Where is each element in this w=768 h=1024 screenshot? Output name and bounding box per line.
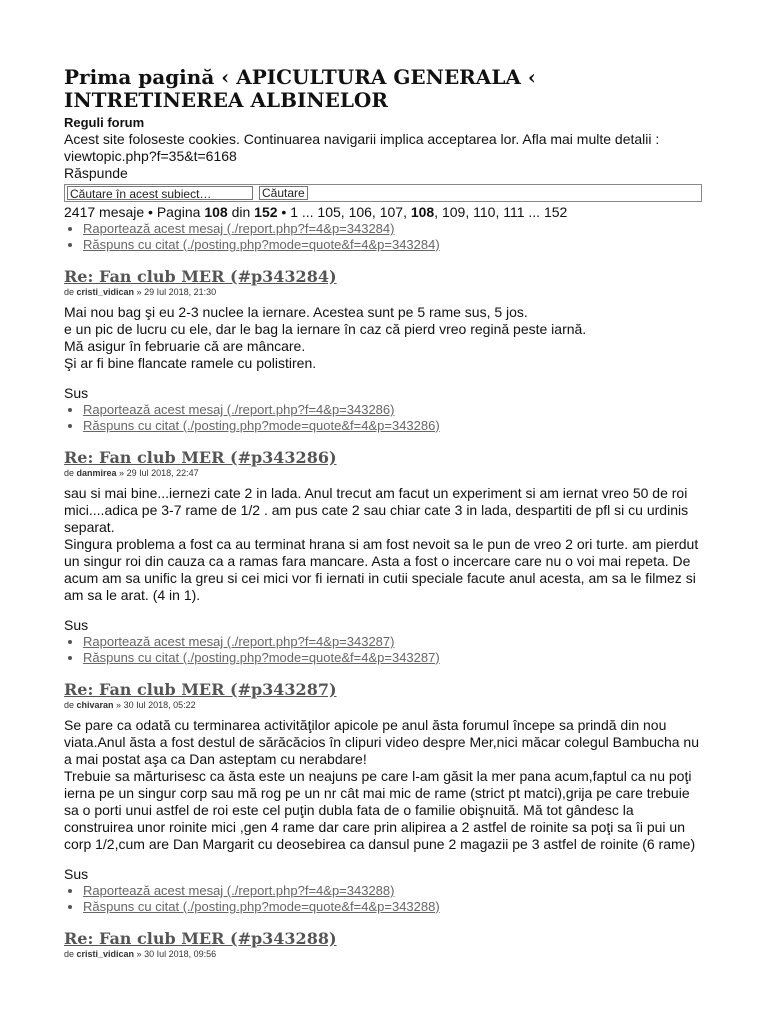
post: [64, 929, 704, 960]
meta-prefix: de: [64, 468, 77, 478]
report-link[interactable]: Raportează acest mesaj (./report.php?f=4&p=343288): [83, 883, 395, 898]
topic-link[interactable]: viewtopic.php?f=35&t=6168: [64, 148, 237, 164]
search-button[interactable]: Căutare: [259, 186, 308, 200]
post: [64, 448, 704, 666]
quote-link[interactable]: Răspuns cu citat (./posting.php?mode=quote&f=4&p=343284): [83, 237, 440, 252]
post-actions: [64, 883, 704, 915]
post-line: e un pic de lucru cu ele, dar le bag la iernare în caz că pierd vreo regină peste iarnă.: [64, 321, 587, 337]
post-date: 29 Iul 2018, 22:47: [126, 468, 199, 478]
post-date: 30 Iul 2018, 05:22: [123, 700, 196, 710]
post-content: [64, 717, 704, 853]
post-date: 29 Iul 2018, 21:30: [144, 287, 217, 297]
pagination-current-page: 108: [410, 204, 435, 220]
post-line: Mă asigur în februarie că are mâncare.: [64, 338, 306, 354]
list-item: [83, 650, 704, 666]
list-item: [83, 237, 704, 253]
search-form: [64, 184, 702, 202]
post-author[interactable]: danmirea: [76, 468, 117, 478]
meta-prefix: de: [64, 949, 77, 959]
reply-link[interactable]: Răspunde: [64, 165, 128, 181]
back-to-top-link[interactable]: Sus: [64, 617, 89, 633]
post-line: Mai nou bag şi eu 2-3 nuclee la iernare. Acestea sunt pe 5 rame sus, 5 jos.: [64, 304, 528, 320]
post-meta: [64, 467, 704, 479]
search-input[interactable]: Căutare în acest subiect…: [67, 186, 253, 200]
post-title-link[interactable]: Re: Fan club MER (#p343284): [64, 267, 337, 286]
post-content: [64, 485, 704, 604]
back-to-top-link[interactable]: Sus: [64, 385, 89, 401]
forum-rules-link[interactable]: Reguli forum: [64, 115, 145, 130]
meta-separator: »: [113, 700, 124, 710]
post-line: Singura problema a fost ca au terminat hrana si am fost nevoit sa le pun de vreo 2 ori turte. am pierdut un singur roi din cauza ca a ramas fara mancare. Asta a fost o incercare care nu o voi mai repeta. De acum am sa unific la greu si cei mici vor fi iernati in cutii speciale facute anul acesta, am sa le filmez si am sa le arat. (4 in 1).: [64, 536, 699, 603]
meta-separator: »: [134, 949, 145, 959]
post-title-link[interactable]: Re: Fan club MER (#p343286): [64, 448, 337, 467]
quote-link[interactable]: Răspuns cu citat (./posting.php?mode=quote&f=4&p=343286): [83, 418, 440, 433]
meta-prefix: de: [64, 287, 77, 297]
top-actions: [64, 221, 704, 253]
post-date: 30 Iul 2018, 09:56: [144, 949, 217, 959]
meta-prefix: de: [64, 700, 77, 710]
report-link[interactable]: Raportează acest mesaj (./report.php?f=4&p=343287): [83, 634, 395, 649]
pagination-mid: din: [227, 204, 255, 220]
post-actions: [64, 402, 704, 434]
post: [64, 267, 704, 434]
meta-separator: »: [134, 287, 145, 297]
post-list: [64, 267, 704, 960]
back-to-top-link[interactable]: Sus: [64, 866, 89, 882]
quote-link[interactable]: Răspuns cu citat (./posting.php?mode=quote&f=4&p=343288): [83, 899, 440, 914]
meta-separator: »: [116, 468, 127, 478]
post-title-link[interactable]: Re: Fan club MER (#p343287): [64, 680, 337, 699]
post-content: [64, 304, 704, 372]
post-line: Se pare ca odată cu terminarea activităţilor apicole pe anul ăsta forumul începe sa prindă din nou viata.Anul ăsta a fost destul de sărăcăcios în clipuri video despre Mer,nici măcar colegul Bambucha nu a mai postat aşa ca Dan asteptam cu nerabdare!: [64, 717, 700, 767]
pagination-total: 152: [254, 204, 278, 220]
quote-link[interactable]: Răspuns cu citat (./posting.php?mode=quote&f=4&p=343287): [83, 650, 440, 665]
post-title-link[interactable]: Re: Fan club MER (#p343288): [64, 929, 337, 948]
list-item: [83, 418, 704, 434]
list-item: [83, 883, 704, 899]
pagination-pages[interactable]: • 1 ... 105, 106, 107,: [277, 204, 411, 220]
post-meta: [64, 286, 704, 298]
post-actions: [64, 634, 704, 666]
post: [64, 680, 704, 915]
list-item: [83, 221, 704, 237]
post-author[interactable]: cristi_vidican: [76, 287, 135, 297]
pagination: [64, 204, 704, 221]
pagination-current: 108: [204, 204, 228, 220]
list-item: [83, 634, 704, 650]
post-line: Şi ar fi bine flancate ramele cu polistiren.: [64, 355, 317, 371]
post-line: Trebuie sa mărturisesc ca ăsta este un neajuns pe care l-am găsit la mer pana acum,faptul ca nu poţi ierna pe un singur corp sau mă rog pe un nr cât mai mic de rame (strict pt matci),grija pe care trebuie sa o porti unui astfel de roi este cel puţin dubla fata de o familie obişnuită. Mă tot gândesc la construirea unor roinite mici ,gen 4 rame dar care prin alipirea a 2 astfel de roinite sa poţi sa îi pui un corp 1/2,cum are Dan Margarit cu deosebirea ca dansul pune 2 magazii pe 3 astfel de roinite (6 rame): [64, 768, 696, 852]
list-item: [83, 899, 704, 915]
report-link[interactable]: Raportează acest mesaj (./report.php?f=4&p=343284): [83, 221, 395, 236]
post-line: sau si mai bine...iernezi cate 2 in lada. Anul trecut am facut un experiment si am iernat vreo 50 de roi mici....adica pe 3-7 rame de 1/2 . am pus cate 2 sau chiar cate 3 in lada, despartiti de pfl si cu urdinis separat.: [64, 485, 689, 535]
pagination-prefix: 2417 mesaje • Pagina: [64, 204, 205, 220]
page-title: Prima pagină ‹ APICULTURA GENERALA ‹ INTRETINEREA ALBINELOR: [64, 65, 536, 112]
post-author[interactable]: chivaran: [76, 700, 114, 710]
post-meta: [64, 699, 704, 711]
report-link[interactable]: Raportează acest mesaj (./report.php?f=4&p=343286): [83, 402, 395, 417]
list-item: [83, 402, 704, 418]
pagination-pages-tail[interactable]: , 109, 110, 111 ... 152: [434, 204, 568, 220]
post-author[interactable]: cristi_vidican: [76, 949, 135, 959]
cookie-notice: Acest site foloseste cookies. Continuarea navigarii implica acceptarea lor. Afla mai multe detalii :: [64, 131, 660, 147]
post-meta: [64, 948, 704, 960]
